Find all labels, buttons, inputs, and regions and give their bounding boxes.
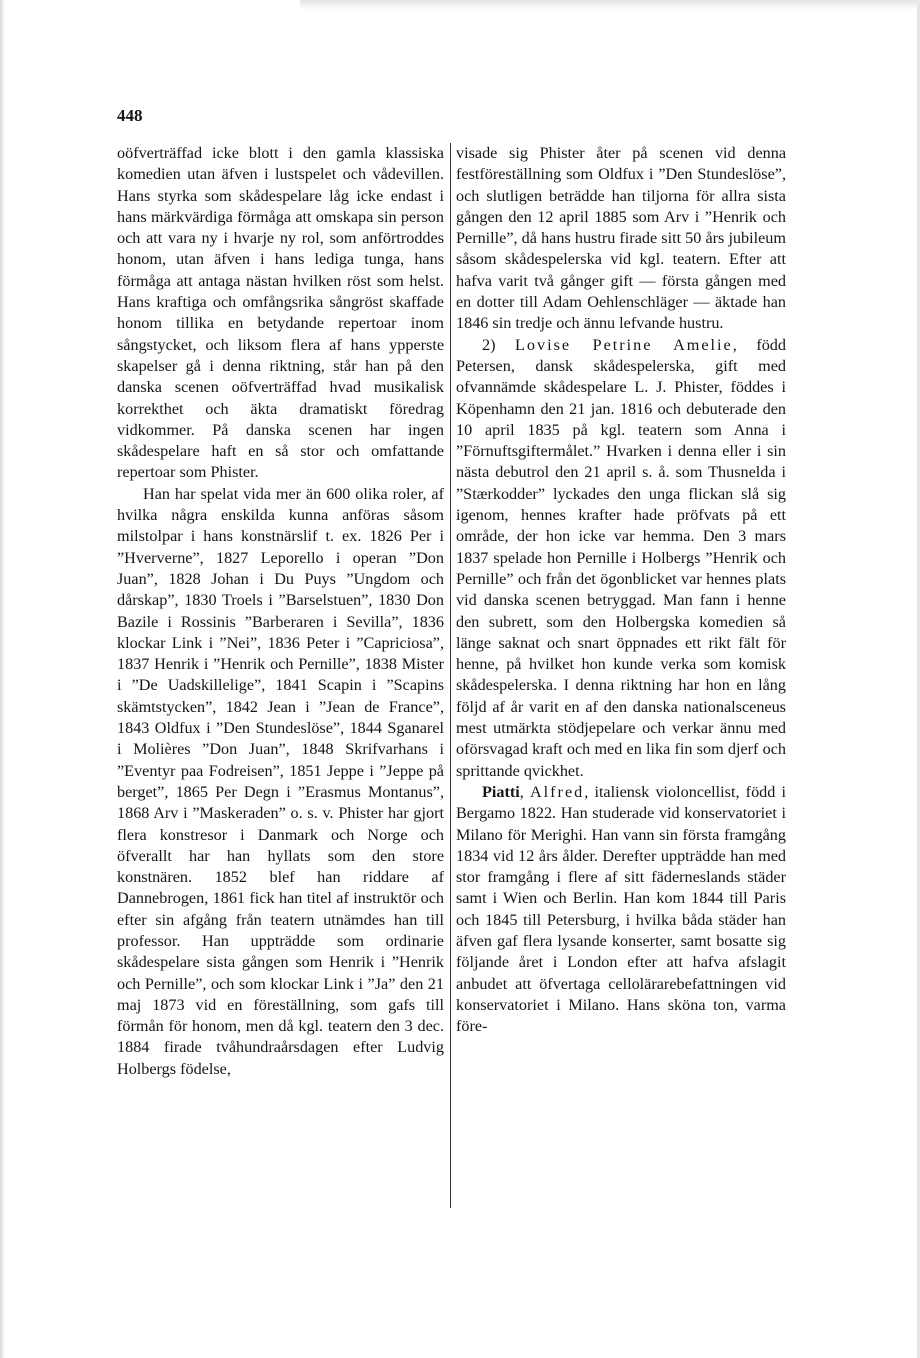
scan-edge-left [0,0,5,1358]
column-divider [450,143,451,1208]
entry-piatti-surname: Piatti [482,782,520,801]
entry-piatti: Piatti, Alfred, italiensk violoncellist, född i Bergamo 1822. Han studerade vid konservatoriet i Milano för Merighi. Han vann sin första framgång 1834 vid 12 års ålder. Derefter uppträdde han med stor framgång i flere af sitt fäderneslands städer samt i Wien och Berlin. Han kom 1844 till Paris och 1845 till Petersburg, i hvilka båda städer han äfven gaf flera lysande konserter, samt bosatte sig följande året i London efter att hafva afslagit anbudet att öfvertaga cellolärarebefattningen vid konservatoriet i Milano. Hans sköna ton, varma före- [456,782,787,1036]
entry-lovise-name: Lovise Petrine Amelie [515,335,733,354]
entry-lovise-text: , född Petersen, dansk skådespelerska, gift med ofvannämde skådespelare L. J. Phister, föddes i Köpenhamn den 21 jan. 1816 och debuterade den 10 april 1835 på kgl. teatern som Anna i ”Förnuftsgiftermålet.” Hvarken i denna eller i sin nästa debutrol den 21 april s. å. som Thusnelda i ”Stærkodder” lyckades den unga flickan slå sig igenom, hennes krafter hade pröfvats på ett område, der hon icke var hemma. Den 3 mars 1837 spelade hon Pernille i Holbergs ”Henrik och Pernille” och från det ögonblicket var hennes plats vid danska scenen betryggad. Man fann i henne den subrett, som den Holbergska komedien så länge saknat och snart öppnades ett rikt fält för henne, på hvilket hon kunde verka som komisk skådespelerska. I denna riktning har hon en lång följd af år varit en af den danska nationalsceneus mest utmärkta stödjepelare och verkar ännu med oförsvagad kraft och med en lika fin som djerf och sprittande qvickhet. [456,335,786,780]
scan-edge-top [300,0,920,10]
right-paragraph-1: visade sig Phister åter på scenen vid denna festföreställning som Oldfux i ”Den Stundeslöse”, och slutligen beträdde han tiljorna för allra sista gången den 12 april 1885 som Arv i ”Henrik och Pernille”, då hans hustru firade sitt 50 års jubileum såsom skådespelerska vid kgl. teatern. Efter att hafva varit två gånger gift — första gången med en dotter till Adam Oehlenschläger — äktade han 1846 sin tredje och ännu lefvande hustru. [456,144,786,333]
left-paragraph-1: oöfverträffad icke blott i den gamla klassiska komedien utan äfven i lustspelet och vådevillen. Hans styrka som skådespelare låg icke endast i hans märkvärdiga förmåga att omskapa sin person och att vara ny i hvarje ny rol, som anförtroddes honom, utan äfven i hans lediga tunga, hans förmåga att antaga nästan hvilken röst som helst. Hans kraftiga och omfångsrika sångröst skaffade honom tillika en betydande repertoar inom sångstycket, och liksom flera af hans ypperste skapelser gå i denna riktning, står han på den danska scenen oöfverträffad hvad musikalisk korrekthet och äkta dramatiskt föredrag vidkommer. På danska scenen har ingen skådespelare haft en så stor och omfattande repertoar som Phister. [117,144,444,482]
entry-number: 2) [482,335,496,354]
right-column [456,143,786,1037]
entry-lovise-phister [456,335,786,782]
left-column [117,143,444,1080]
page-number: 448 [117,106,143,125]
entry-piatti-given-name: Alfred [529,782,585,801]
entry-piatti-text: , italiensk violoncellist, född i Bergamo 1822. Han studerade vid konservatoriet i Milano för Merighi. Han vann sin första framgång 1834 vid 12 års ålder. Derefter uppträdde han med stor framgång i flere af sitt fäderneslands städer samt i Wien och Berlin. Han kom 1844 till Paris och 1845 till Petersburg, i hvilka båda städer han äfven gaf flera lysande konserter, samt bosatte sig följande året i London efter att hafva afslagit anbudet att öfvertaga cellolärarebefattningen vid konservatoriet i Milano. Hans sköna ton, varma före- [456,782,787,1036]
left-paragraph-2: Han har spelat vida mer än 600 olika roler, af hvilka några enskilda kunna anföras såsom milstolpar i hans konstnärslif t. ex. 1826 Per i ”Hververne”, 1827 Leporello i operan ”Don Juan”, 1828 Johan i Du Puys ”Ungdom och dårskap”, 1830 Troels i ”Barselstuen”, 1830 Don Bazile i Rossinis ”Barberaren i Sevilla”, 1836 klockar Link i ”Nei”, 1836 Peter i ”Capriciosa”, 1837 Henrik i ”Henrik och Pernille”, 1838 Mister i ”De Uadskillelige”, 1841 Scapin i ”Scapins skämtstycken”, 1842 Jean i ”Jean de France”, 1843 Oldfux i ”Den Stundeslöse”, 1844 Sganarel i Molières ”Don Juan”, 1848 Skrifvarhans i ”Eventyr paa Fodreisen”, 1851 Jeppe i ”Jeppe på berget”, 1865 Per Degn i ”Erasmus Montanus”, 1868 Arv i ”Maskeraden” o. s. v. Phister har gjort flera konstresor i Danmark och Norge och öfverallt har han hyllats som den store konstnären. 1852 blef han riddare af Dannebrogen, 1861 fick han titel af instruktör och efter sin afgång från teatern utnämdes han till professor. Han uppträdde som ordinarie skådespelare sista gången som Henrik i ”Henrik och Pernille”, och som klockar Link i ”Ja” den 21 maj 1873 vid en föreställning, som gafs till förmån för honom, men då kgl. teatern den 3 dec. 1884 firade tvåhundraårsdagen efter Ludvig Holbergs födelse, [117,484,444,1078]
